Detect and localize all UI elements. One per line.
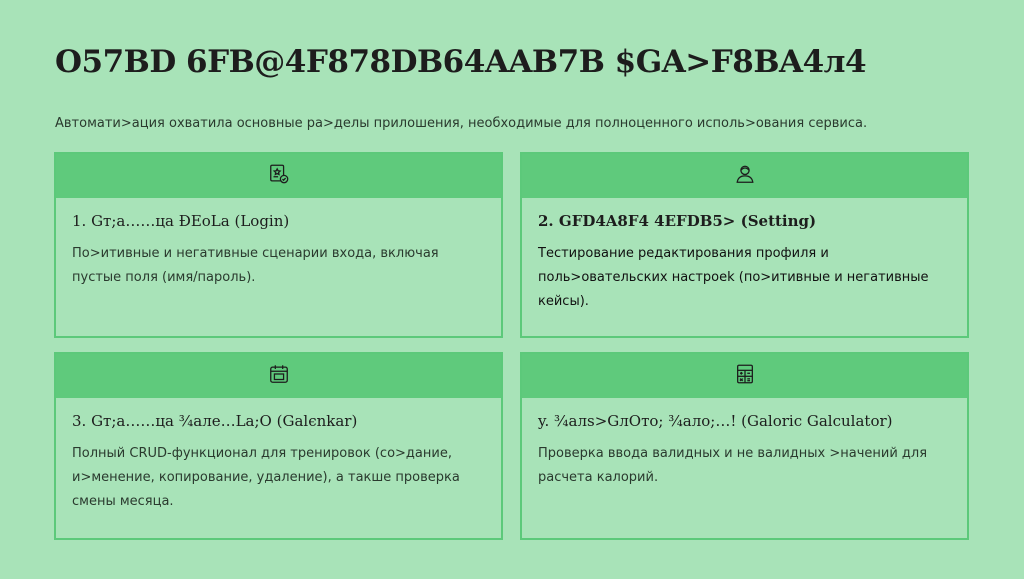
card-header [522, 354, 967, 398]
card-text: Проверка ввода валидных и не валидных >начений для расчета калорий. [538, 446, 928, 485]
card-title: 1. Gт;а……ца ĐЕоLa (Login) [72, 212, 290, 230]
card-setting [520, 152, 969, 338]
calculator-icon [734, 363, 756, 389]
card-title: 2. GFD4A8F4 4EFDB5> (Setting) [538, 212, 817, 230]
calendar-icon [268, 363, 290, 389]
card-title: y. ¾алѕ>GлОто; ¾ало;…! (Galoric Galculator) [538, 412, 893, 430]
card-header [56, 154, 501, 198]
card-header [522, 154, 967, 198]
card-text: Полный CRUD-функционал для тренировок (со>дание, и>менение, копирование, удаление), а такше проверка смены месяца. [72, 446, 460, 509]
card-title: 3. Gт;а……ца ¾але…La;O (Galєnkar) [72, 412, 358, 430]
card-text: По>итивные и негативные сценарии входа, включая пустые поля (имя/пароль). [72, 246, 439, 285]
card-header [56, 354, 501, 398]
card-text: Тестирование редактирования профиля и поль>овательских настроеk (по>итивные и негативные кейсы). [538, 246, 929, 309]
page-title: O57BD 6FB@4F878DB64AAB7B $GA>F8BA4л4 [55, 44, 867, 80]
certificate-icon [268, 163, 290, 189]
card-calculator [520, 352, 969, 540]
card-calendar [54, 352, 503, 540]
card-login [54, 152, 503, 338]
page-subtitle: Автомати>ация охватила основные ра>делы прилошения, необходимые для полноценного исполь>ования сервиса. [55, 116, 868, 131]
user-icon [734, 163, 756, 189]
